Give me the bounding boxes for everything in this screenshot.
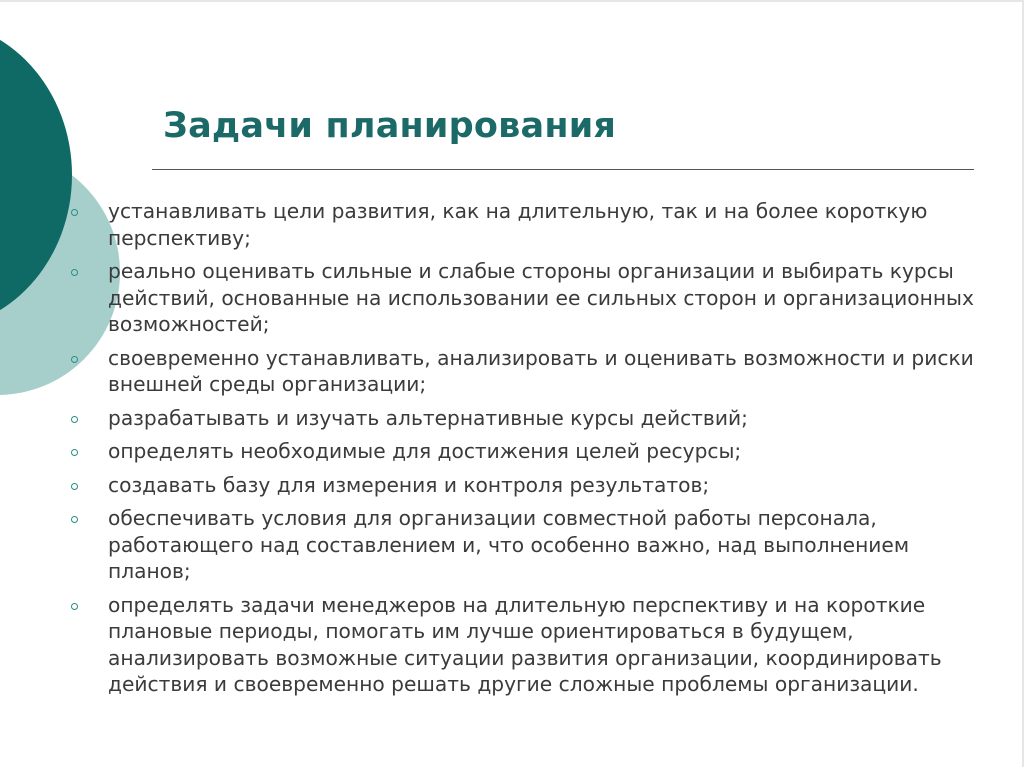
list-item — [70, 438, 975, 465]
hollow-circle-bullet-icon — [71, 209, 78, 216]
hollow-circle-bullet-icon — [71, 356, 78, 363]
bullet-text: создавать базу для измерения и контроля результатов; — [108, 472, 710, 497]
hollow-circle-bullet-icon — [71, 449, 78, 456]
slide-title: Задачи планирования — [163, 106, 617, 146]
bullet-text: определять задачи менеджеров на длительную перспективу и на короткие плановые периоды, помогать им лучше ориентироваться в будущем, анализировать возможные ситуации развития организации, координировать действия и своевременно решать другие сложные проблемы организации. — [108, 592, 942, 696]
bullet-text: разрабатывать и изучать альтернативные курсы действий; — [108, 405, 748, 430]
bullet-text: реально оценивать сильные и слабые стороны организации и выбирать курсы действий, основанные на использовании ее сильных сторон и организационных возможностей; — [108, 259, 974, 336]
list-item — [70, 258, 975, 338]
hollow-circle-bullet-icon — [71, 516, 78, 523]
bullet-text: своевременно устанавливать, анализировать и оценивать возможности и риски внешней среды организации; — [108, 345, 974, 396]
list-item — [70, 592, 975, 698]
hollow-circle-bullet-icon — [71, 269, 78, 276]
hollow-circle-bullet-icon — [71, 603, 78, 610]
list-item — [70, 345, 975, 398]
list-item — [70, 405, 975, 432]
list-item — [70, 505, 975, 585]
hollow-circle-bullet-icon — [71, 483, 78, 490]
list-item — [70, 198, 975, 251]
list-item — [70, 472, 975, 499]
bullet-text: определять необходимые для достижения целей ресурсы; — [108, 439, 742, 463]
bullet-text: обеспечивать условия для организации совместной работы персонала, работающего над составлением и, что особенно важно, над выполнением планов; — [108, 506, 910, 583]
bullet-text: устанавливать цели развития, как на длительную, так и на более короткую перспективу; — [108, 199, 928, 250]
bullet-list — [70, 198, 975, 705]
title-divider — [152, 169, 974, 170]
hollow-circle-bullet-icon — [71, 416, 78, 423]
